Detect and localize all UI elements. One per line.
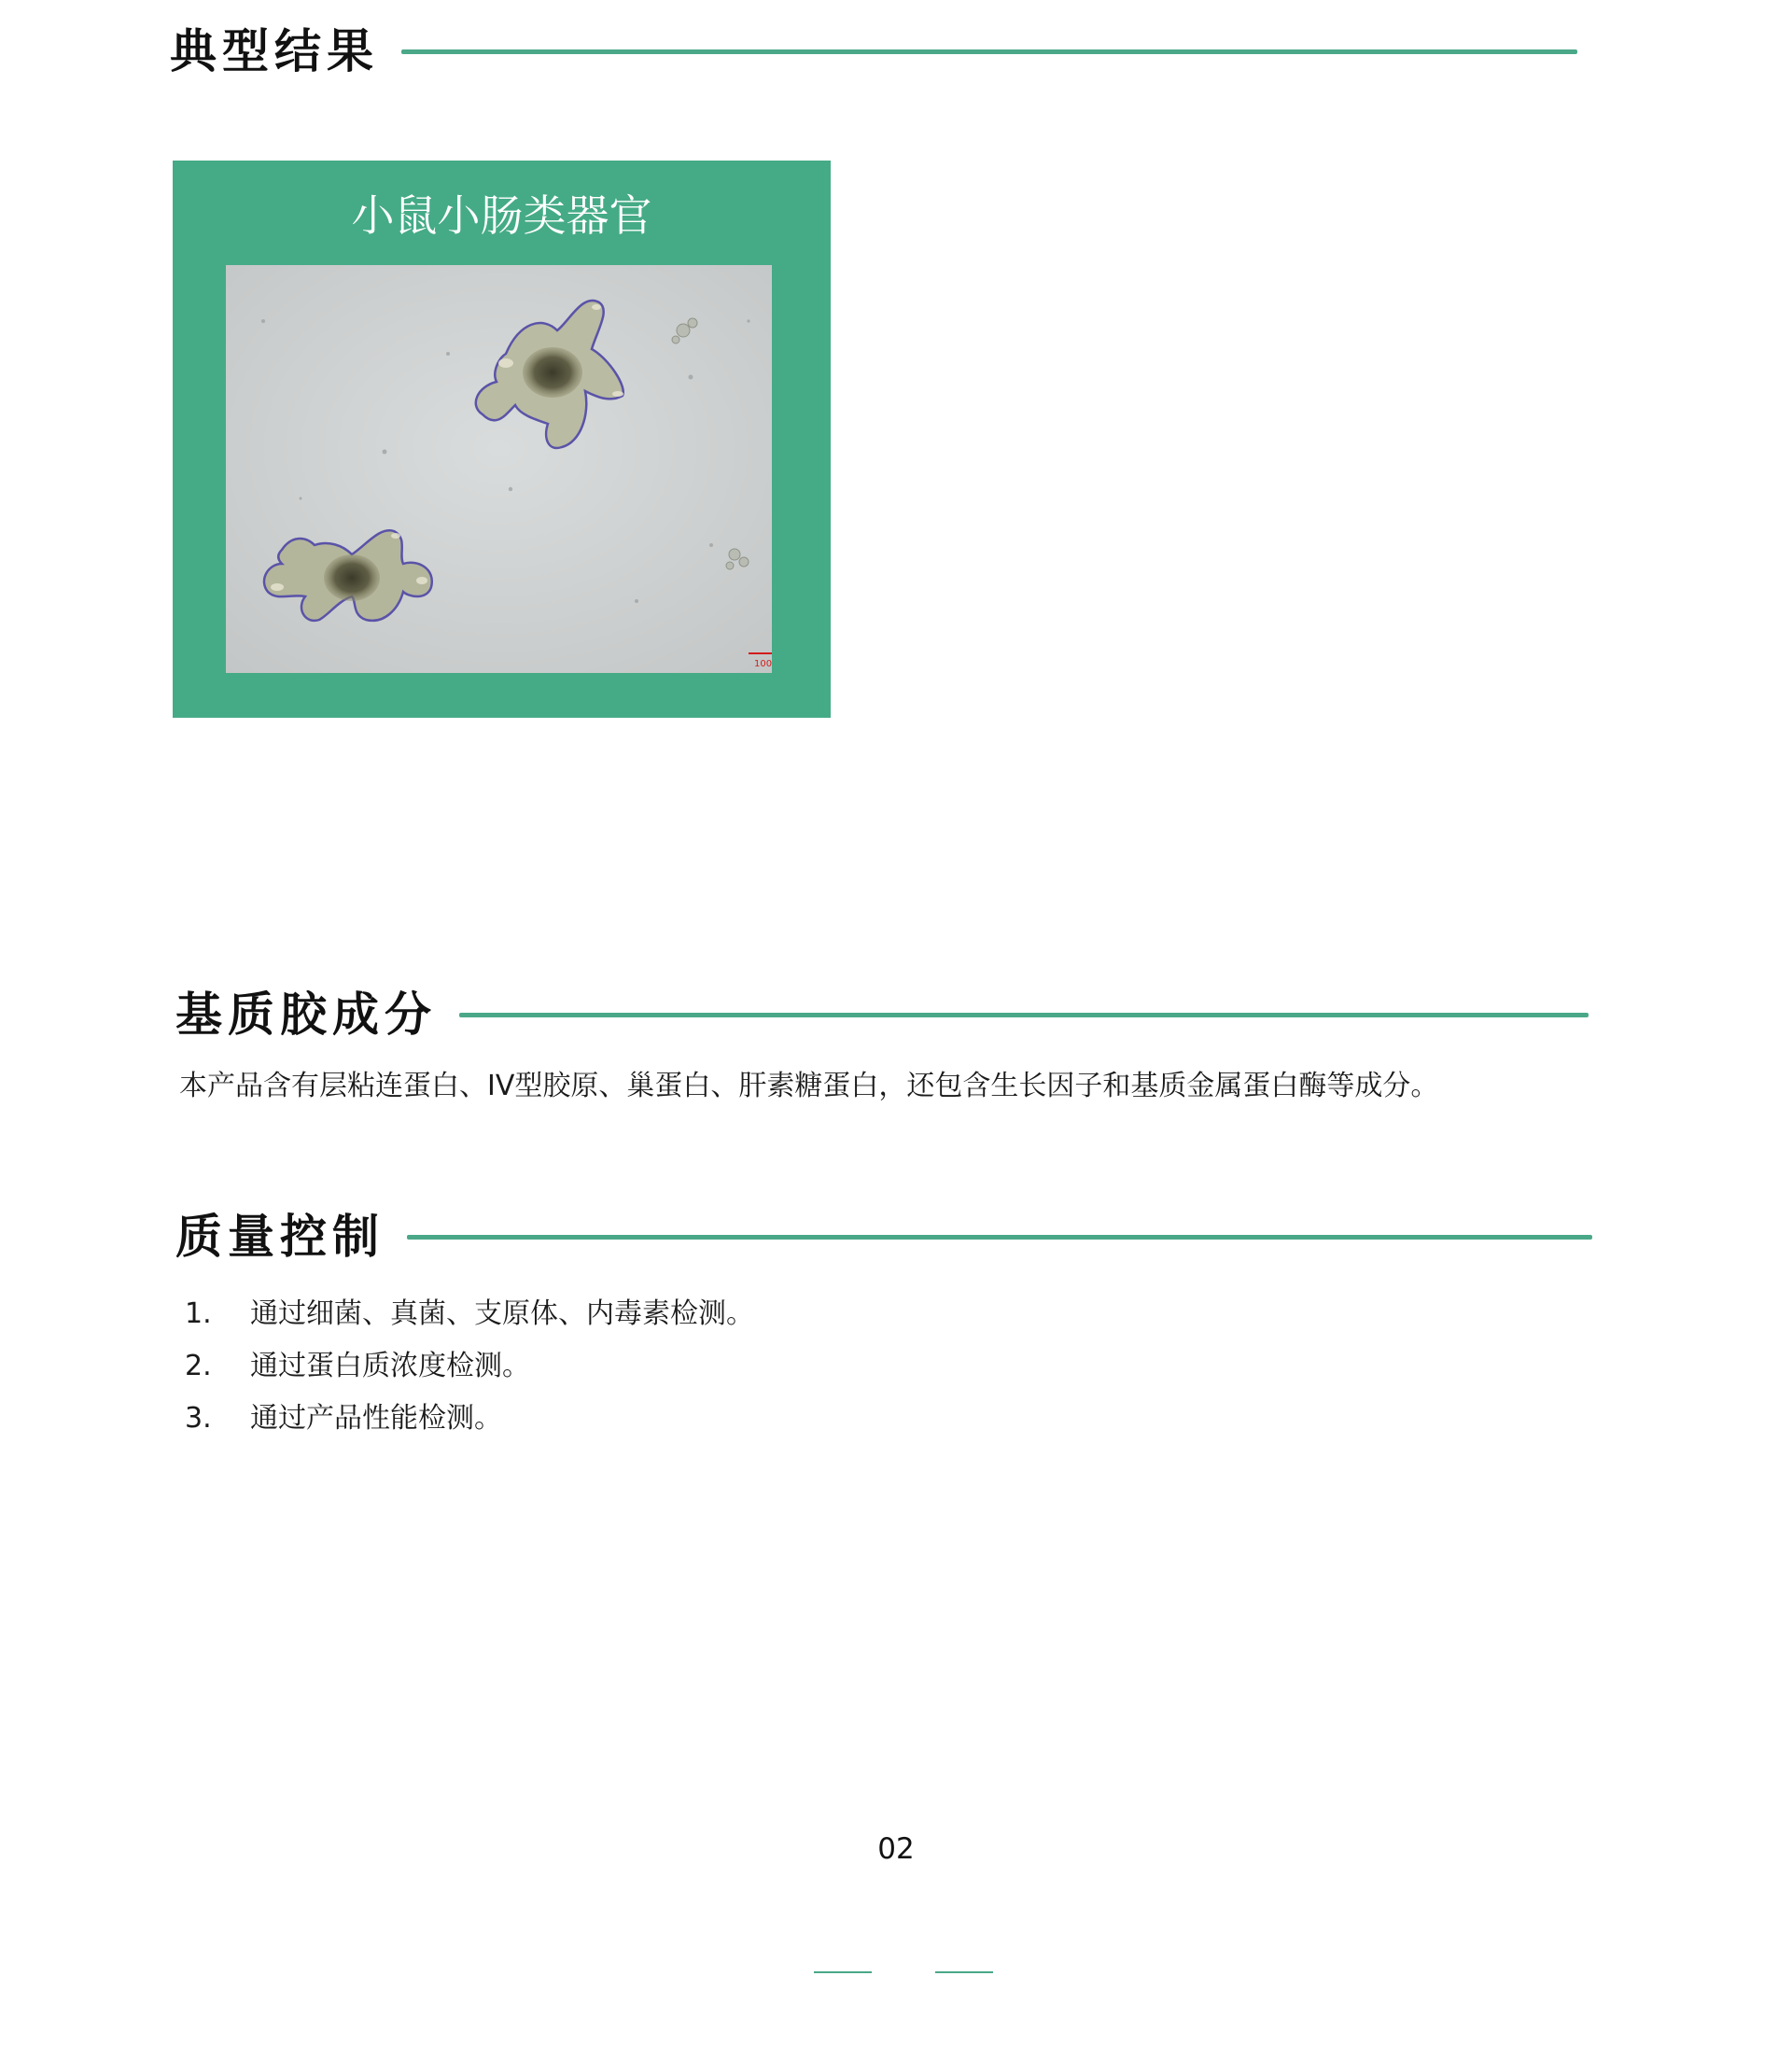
section-divider-results bbox=[401, 49, 1577, 54]
footer-decoration-right bbox=[935, 1971, 993, 1973]
section-title-results: 典型结果 bbox=[170, 24, 379, 78]
section-title-composition: 基质胶成分 bbox=[175, 988, 437, 1042]
footer-decoration-left bbox=[814, 1971, 872, 1973]
list-item bbox=[185, 1402, 754, 1454]
section-divider-quality-control bbox=[407, 1235, 1592, 1240]
list-item-number: 2. bbox=[185, 1350, 212, 1382]
list-item-number: 1. bbox=[185, 1297, 212, 1330]
page-number: 02 bbox=[877, 1832, 915, 1866]
quality-control-list bbox=[185, 1297, 754, 1454]
section-header-results bbox=[170, 24, 1589, 78]
composition-paragraph: 本产品含有层粘连蛋白、IV型胶原、巢蛋白、肝素糖蛋白，还包含生长因子和基质金属蛋白酶等成分。 bbox=[179, 1070, 1439, 1102]
list-item-text: 通过蛋白质浓度检测。 bbox=[250, 1350, 530, 1382]
list-item bbox=[185, 1297, 754, 1350]
section-title-quality-control: 质量控制 bbox=[175, 1210, 385, 1264]
scale-bar-label: 100 bbox=[754, 659, 772, 669]
list-item bbox=[185, 1350, 754, 1402]
result-figure bbox=[173, 161, 831, 718]
list-item-number: 3. bbox=[185, 1402, 212, 1435]
section-divider-composition bbox=[459, 1013, 1589, 1017]
figure-caption: 小鼠小肠类器官 bbox=[351, 190, 652, 241]
list-item-text: 通过细菌、真菌、支原体、内毒素检测。 bbox=[250, 1297, 754, 1330]
section-header-quality-control bbox=[175, 1210, 1594, 1264]
list-item-text: 通过产品性能检测。 bbox=[250, 1402, 502, 1435]
organoid-micrograph bbox=[226, 265, 772, 673]
section-header-composition bbox=[175, 988, 1594, 1042]
